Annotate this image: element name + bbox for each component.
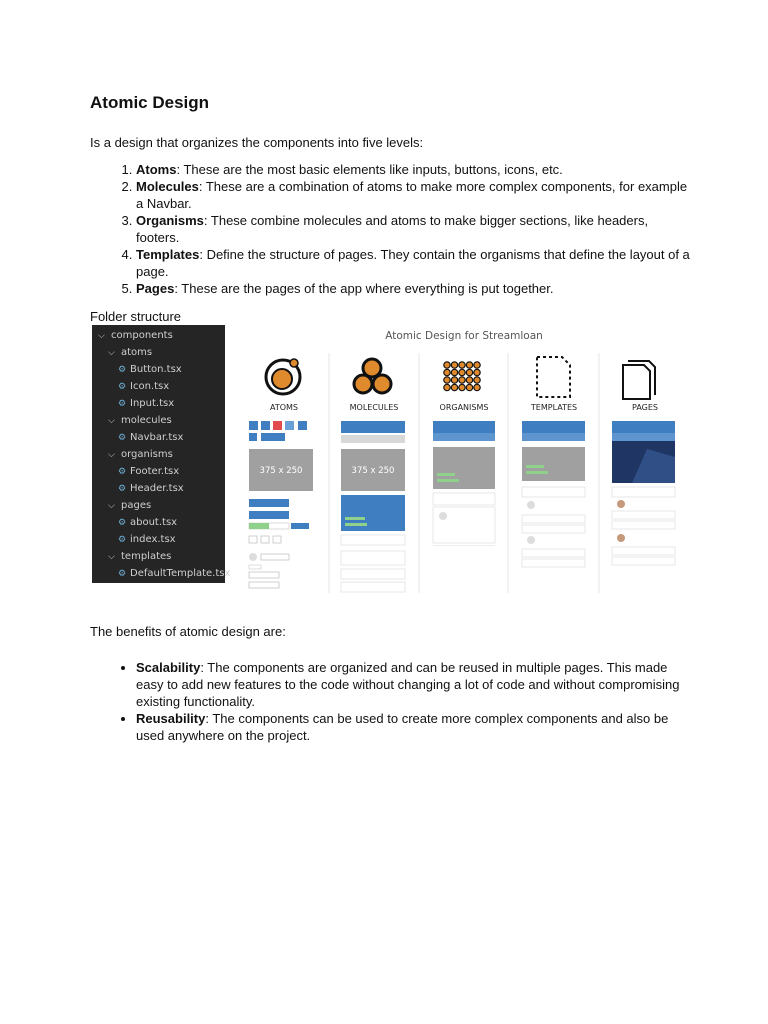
react-file-icon: ⚙ (118, 365, 127, 375)
tree-item-label: index.tsx (130, 534, 176, 545)
chevron-down-icon: ⌵ (108, 348, 115, 358)
level-text: : Define the structure of pages. They contain the organisms that define the layout of a page. (136, 247, 690, 279)
tree-item-label: DefaultTemplate.tsx (130, 568, 231, 579)
tree-file[interactable] (92, 361, 225, 378)
tree-file[interactable] (92, 531, 225, 548)
benefits-list (90, 659, 690, 744)
tree-item-label: components (111, 330, 173, 341)
tree-folder[interactable] (92, 497, 225, 514)
image-placeholder-label: 375 x 250 (351, 466, 395, 476)
levels-list (90, 161, 690, 297)
organism-cell (444, 369, 450, 375)
column-label: ATOMS (269, 403, 299, 412)
organism-cell (444, 362, 450, 368)
tree-folder[interactable] (92, 327, 225, 344)
molecule-icon (354, 359, 391, 393)
tree-item-label: Header.tsx (130, 483, 184, 494)
benefit-term: Reusability (136, 711, 206, 726)
tree-file[interactable] (92, 565, 231, 582)
tree-item-label: molecules (121, 415, 172, 426)
tree-item-label: Button.tsx (130, 364, 182, 375)
template-icon (537, 357, 570, 397)
benefit-term: Scalability (136, 660, 201, 675)
chevron-down-icon: ⌵ (98, 331, 105, 341)
level-term: Organisms (136, 213, 204, 228)
organism-cell (459, 384, 465, 390)
list-item (136, 710, 690, 744)
tree-item-label: pages (121, 500, 152, 511)
react-file-icon: ⚙ (118, 467, 127, 477)
react-file-icon: ⚙ (118, 518, 127, 528)
chevron-down-icon: ⌵ (108, 501, 115, 511)
tree-folder[interactable] (92, 344, 225, 361)
atomic-design-diagram (237, 325, 682, 595)
benefit-text: : The components can be used to create more complex components and also be used anywhere on the project. (136, 711, 669, 743)
organism-cell (474, 362, 480, 368)
list-item (136, 246, 690, 280)
react-file-icon: ⚙ (118, 399, 127, 409)
list-item (136, 659, 690, 710)
document-page (90, 92, 690, 744)
page-title: Atomic Design (90, 93, 210, 112)
tree-item-label: organisms (121, 449, 173, 460)
list-item (136, 212, 690, 246)
benefits-label: The benefits of atomic design are: (90, 624, 286, 639)
level-term: Pages (136, 281, 175, 296)
tree-file[interactable] (92, 463, 225, 480)
templates-mockup (522, 421, 585, 567)
chevron-down-icon: ⌵ (108, 450, 115, 460)
tree-item-label: Input.tsx (130, 398, 175, 409)
atom-icon (266, 359, 300, 394)
tree-file[interactable] (92, 395, 225, 412)
tree-folder[interactable] (92, 412, 225, 429)
organism-cell (466, 377, 472, 383)
level-text: : These are the most basic elements like inputs, buttons, icons, etc. (176, 162, 563, 177)
organism-cell (451, 362, 457, 368)
tree-folder[interactable] (92, 548, 225, 565)
organism-cell (466, 362, 472, 368)
organism-cell (459, 377, 465, 383)
atoms-mockup (249, 421, 313, 588)
level-text: : These are a combination of atoms to make more complex components, for example a Navbar. (136, 179, 688, 211)
organism-cell (459, 369, 465, 375)
react-file-icon: ⚙ (118, 484, 127, 494)
figure (90, 325, 680, 595)
tree-item-label: templates (121, 551, 172, 562)
benefit-text: : The components are organized and can be reused in multiple pages. This made easy to add new features to the code without changing a lot of code and without compromising existing functionality. (136, 660, 680, 709)
tree-file[interactable] (92, 480, 225, 497)
level-text: : These combine molecules and atoms to make bigger sections, like headers, footers. (136, 213, 649, 245)
tree-file[interactable] (92, 514, 225, 531)
chevron-down-icon: ⌵ (108, 552, 115, 562)
organism-cell (466, 384, 472, 390)
level-term: Templates (136, 247, 200, 262)
list-item (136, 280, 690, 297)
organism-cell (451, 377, 457, 383)
intro-paragraph: Is a design that organizes the components into five levels: (90, 135, 424, 150)
tree-item-label: about.tsx (130, 517, 178, 528)
level-term: Molecules (136, 179, 199, 194)
level-term: Atoms (136, 162, 177, 177)
tree-file[interactable] (92, 429, 225, 446)
react-file-icon: ⚙ (118, 433, 127, 443)
organism-cell (444, 377, 450, 383)
tree-item-label: Icon.tsx (130, 381, 170, 392)
organism-cell (474, 369, 480, 375)
folder-tree (92, 325, 231, 583)
column-label: MOLECULES (349, 403, 399, 412)
tree-item-label: Navbar.tsx (130, 432, 184, 443)
tree-folder[interactable] (92, 446, 225, 463)
tree-file[interactable] (92, 378, 225, 395)
organisms-mockup (433, 421, 495, 546)
organism-cell (451, 384, 457, 390)
organism-cell (466, 369, 472, 375)
organism-cell (444, 384, 450, 390)
pages-icon (623, 361, 655, 399)
organism-cell (459, 362, 465, 368)
organism-icon (444, 362, 480, 391)
column-label: PAGES (632, 403, 658, 412)
react-file-icon: ⚙ (118, 535, 127, 545)
molecules-mockup (341, 421, 405, 592)
organism-cell (451, 369, 457, 375)
tree-item-label: Footer.tsx (130, 466, 180, 477)
react-file-icon: ⚙ (118, 569, 127, 579)
folder-structure-label: Folder structure (90, 309, 182, 324)
pages-mockup (612, 421, 675, 565)
chevron-down-icon: ⌵ (108, 416, 115, 426)
list-item (136, 161, 690, 178)
diagram-title: Atomic Design for Streamloan (385, 330, 543, 342)
organism-cell (474, 384, 480, 390)
column-label: ORGANISMS (439, 403, 489, 412)
image-placeholder-label: 375 x 250 (259, 466, 303, 476)
list-item (136, 178, 690, 212)
level-text: : These are the pages of the app where everything is put together. (174, 281, 554, 296)
tree-item-label: atoms (121, 347, 153, 358)
column-label: TEMPLATES (530, 403, 578, 412)
organism-cell (474, 377, 480, 383)
react-file-icon: ⚙ (118, 382, 127, 392)
